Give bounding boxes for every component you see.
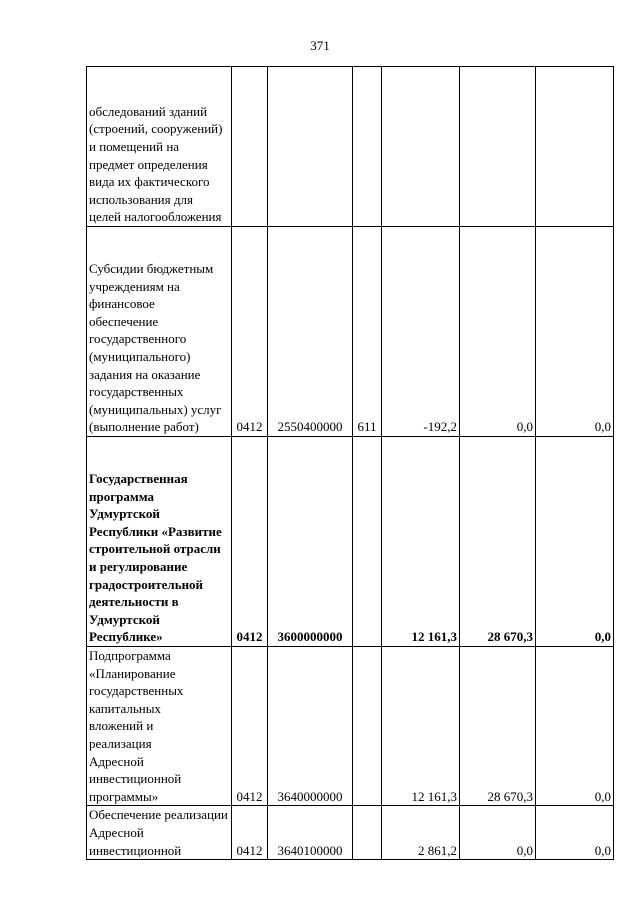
row-name-cell <box>87 647 232 806</box>
amount-1-cell: -192,2 <box>382 227 460 437</box>
row-name-text: обследований зданий (строений, сооружений) и помещений на предмет определения вида их фактического использования для целей налогообложения <box>89 103 223 225</box>
row-name-text: Подпрограмма «Планирование государственных капитальных вложений и реализация Адресной инвестиционной программы» <box>89 648 184 804</box>
target-article-cell: 3600000000 <box>268 437 353 647</box>
amount-1-cell: 12 161,3 <box>382 437 460 647</box>
amount-1-cell <box>382 67 460 227</box>
row-name-cell <box>87 227 232 437</box>
page-number: 371 <box>310 38 330 53</box>
amount-3-cell <box>536 67 614 227</box>
table-row <box>87 806 614 860</box>
section-code-cell: 0412 <box>232 647 268 806</box>
expense-type-cell: 611 <box>353 227 382 437</box>
amount-1-cell: 2 861,2 <box>382 806 460 860</box>
expense-type-cell <box>353 437 382 647</box>
amount-2-cell: 0,0 <box>460 806 536 860</box>
amount-2-cell: 0,0 <box>460 227 536 437</box>
table-row <box>87 437 614 647</box>
amount-3-cell: 0,0 <box>536 227 614 437</box>
row-name-cell <box>87 67 232 227</box>
section-code-cell <box>232 67 268 227</box>
row-name-cell <box>87 437 232 647</box>
target-article-cell: 3640100000 <box>268 806 353 860</box>
row-name-cell <box>87 806 232 860</box>
amount-2-cell: 28 670,3 <box>460 647 536 806</box>
target-article-cell: 2550400000 <box>268 227 353 437</box>
expense-type-cell <box>353 647 382 806</box>
amount-2-cell <box>460 67 536 227</box>
amount-1-cell: 12 161,3 <box>382 647 460 806</box>
amount-3-cell: 0,0 <box>536 437 614 647</box>
row-name-text: Государственная программа Удмуртской Республики «Развитие строительной отрасли и регулирование градостроительной деятельности в Удмуртской Республике» <box>89 471 222 645</box>
section-code-cell: 0412 <box>232 227 268 437</box>
table-row <box>87 647 614 806</box>
expense-type-cell <box>353 67 382 227</box>
table-row <box>87 227 614 437</box>
amount-2-cell: 28 670,3 <box>460 437 536 647</box>
amount-3-cell: 0,0 <box>536 647 614 806</box>
section-code-cell: 0412 <box>232 806 268 860</box>
budget-table <box>86 66 614 860</box>
row-name-text: Обеспечение реализации Адресной инвестиционной <box>89 807 228 858</box>
section-code-cell: 0412 <box>232 437 268 647</box>
expense-type-cell <box>353 806 382 860</box>
target-article-cell: 3640000000 <box>268 647 353 806</box>
target-article-cell <box>268 67 353 227</box>
amount-3-cell: 0,0 <box>536 806 614 860</box>
table-row <box>87 67 614 227</box>
row-name-text: Субсидии бюджетным учреждениям на финансовое обеспечение государственного (муниципального) задания на оказание государственных (муниципальных) услуг (выполнение работ) <box>89 261 222 435</box>
